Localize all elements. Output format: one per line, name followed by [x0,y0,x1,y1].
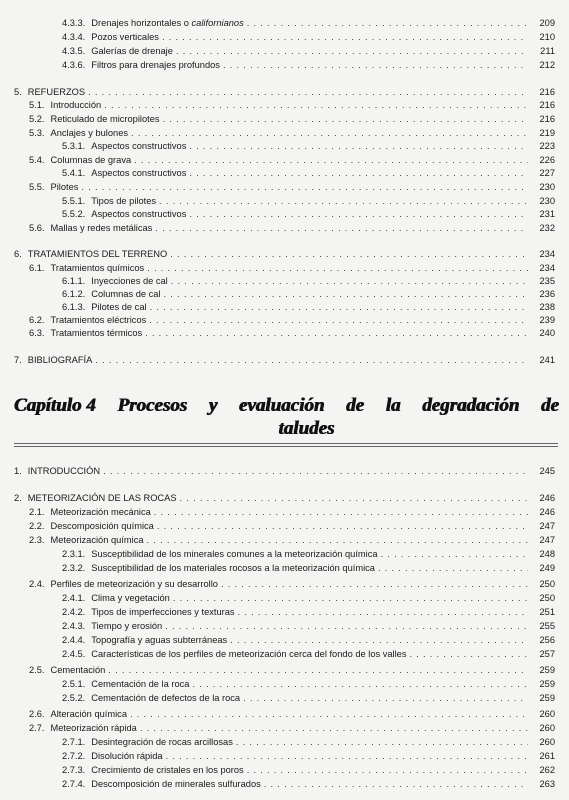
chapter-rule-2 [14,446,558,447]
toc-leader-dots [159,195,528,207]
toc-entry-page: 246 [539,507,555,517]
toc-entry-title: Disolución rápida [91,751,163,761]
toc-entry-number: 2.4.1. [62,593,86,603]
toc-entry-page: 246 [539,493,555,503]
toc-entry-title: REFUERZOS [27,87,86,97]
toc-entry-title: Tratamientos térmicos [50,328,143,338]
toc-entry-title: Reticulado de micropilotes [50,114,160,124]
toc-leader-dots [104,99,528,111]
toc-entry [62,648,555,660]
toc-leader-dots [247,17,528,29]
toc-entry [62,778,555,790]
toc-entry-title: METEORIZACIÓN DE LAS ROCAS [27,493,177,503]
toc-entry-title: INTRODUCCIÓN [27,466,101,476]
toc-entry-page: 256 [539,635,555,645]
toc-entry-number: 5.1. [29,100,45,110]
toc-entry-page: 238 [539,302,555,312]
toc-entry [29,327,555,339]
toc-leader-dots [164,288,528,300]
toc-leader-dots [378,562,528,574]
toc-entry-title: Susceptibilidad de los materiales rocosos a la meteorización química [91,563,375,573]
chapter-title-word: de [346,395,365,416]
toc-entry-page: 239 [539,315,555,325]
toc-entry-title: Pilotes de cal [91,302,147,312]
toc-entry-title: Drenajes horizontales o californianos [91,18,244,28]
toc-entry-number: 7. [14,355,22,365]
toc-leader-dots [171,275,528,287]
toc-entry-number: 2.4. [29,579,45,589]
toc-entry-page: 260 [539,737,555,747]
toc-entry-title: Descomposición de minerales sulfurados [91,779,261,789]
toc-entry [62,562,555,574]
toc-entry-title: Topografía y aguas subterráneas [91,635,228,645]
toc-entry [29,314,555,326]
toc-leader-dots [409,648,528,660]
toc-entry [62,208,555,220]
toc-entry-title: Columnas de grava [50,155,132,165]
toc-entry-title: Pilotes [50,182,79,192]
toc-entry-title: Descomposición química [50,521,154,531]
toc-entry-page: 250 [539,593,555,603]
toc-leader-dots [264,778,528,790]
toc-leader-dots [223,59,528,71]
toc-entry-title: Tiempo y erosión [91,621,163,631]
toc-entry-number: 5.6. [29,223,45,233]
toc-entry-number: 4.3.5. [62,46,86,56]
toc-leader-dots [150,301,528,313]
toc-entry-number: 5.5.1. [62,196,86,206]
toc-entry-number: 2.7. [29,723,45,733]
toc-leader-dots [192,678,528,690]
toc-leader-dots [166,750,528,762]
toc-entry-title: Meteorización mecánica [50,507,151,517]
toc-entry-page: 248 [539,549,555,559]
toc-entry-page: 255 [539,621,555,631]
toc-entry-page: 227 [539,168,555,178]
toc-entry-page: 211 [540,46,555,56]
toc-entry-title: Perfiles de meteorización y su desarrollo [50,579,218,589]
toc-entry-title: Filtros para drenajes profundos [91,60,220,70]
toc-leader-dots [189,167,528,179]
toc-entry-number: 5. [14,87,22,97]
toc-entry-page: 261 [539,751,555,761]
toc-entry-page: 259 [539,679,555,689]
toc-leader-dots [154,506,528,518]
toc-entry [29,113,555,125]
toc-entry-number: 5.2. [29,114,45,124]
toc-entry-title: Crecimiento de cristales en los poros [91,765,244,775]
toc-entry-title-italic: californianos [191,18,244,28]
toc-entry-page: 216 [539,100,555,110]
toc-leader-dots [103,465,528,477]
toc-entry-number: 2.6. [29,709,45,719]
toc-entry-page: 247 [539,521,555,531]
toc-entry-title: Inyecciones de cal [91,276,168,286]
toc-entry-title: Meteorización rápida [50,723,137,733]
toc-entry [62,140,555,152]
toc-entry [62,620,555,632]
toc-entry-title: Meteorización química [50,535,144,545]
toc-entry-title: Anclajes y bulones [50,128,129,138]
toc-entry [62,167,555,179]
toc-entry-number: 2.4.5. [62,649,86,659]
toc-entry-title: Desintegración de rocas arcillosas [91,737,233,747]
chapter-heading [14,394,559,440]
toc-entry-page: 230 [539,196,555,206]
chapter-rule-1 [14,443,558,444]
toc-leader-dots [81,181,528,193]
toc-leader-dots [95,354,528,366]
toc-entry-number: 2.4.2. [62,607,86,617]
toc-entry-title: Pozos verticales [91,32,159,42]
toc-entry [29,664,555,676]
toc-entry-number: 2.7.1. [62,737,86,747]
toc-entry-page: 259 [539,693,555,703]
toc-leader-dots [162,31,528,43]
toc-entry-page: 262 [539,765,555,775]
toc-entry [29,222,555,234]
toc-entry-page: 210 [539,32,555,42]
toc-entry-number: 2.3.2. [62,563,86,573]
toc-entry [29,506,555,518]
chapter-title-word: Procesos [117,395,188,416]
toc-entry [62,764,555,776]
toc-entry-title: Cementación [50,665,106,675]
toc-entry-page: 236 [539,289,555,299]
toc-leader-dots [145,327,528,339]
toc-leader-dots [176,45,528,57]
toc-entry-page: 240 [539,328,555,338]
toc-entry-page: 257 [539,649,555,659]
toc-entry [29,154,555,166]
toc-leader-dots [221,578,528,590]
toc-leader-dots [180,492,528,504]
toc-entry [62,31,555,43]
toc-entry-page: 259 [539,665,555,675]
toc-entry-number: 2.5. [29,665,45,675]
toc-entry [29,578,555,590]
toc-leader-dots [147,262,528,274]
toc-entry-number: 2.7.4. [62,779,86,789]
toc-leader-dots [381,548,528,560]
toc-entry-page: 251 [539,607,555,617]
toc-entry [29,722,555,734]
toc-entry-title: Clima y vegetación [91,593,170,603]
toc-entry [29,520,555,532]
toc-entry-number: 2.7.2. [62,751,86,761]
toc-entry-page: 232 [539,223,555,233]
toc-entry-number: 4.3.3. [62,18,86,28]
toc-entry-number: 5.3. [29,128,45,138]
toc-entry-number: 6.1.1. [62,276,86,286]
toc-entry-number: 2.3.1. [62,549,86,559]
toc-leader-dots [147,534,528,546]
toc-entry-number: 2.4.3. [62,621,86,631]
toc-entry-number: 4.3.4. [62,32,86,42]
toc-entry-number: 2.7.3. [62,765,86,775]
toc-entry-page: 226 [539,155,555,165]
chapter-title-word: la [385,395,401,416]
toc-leader-dots [170,248,528,260]
toc-leader-dots [236,736,528,748]
chapter-heading-line1 [14,394,559,417]
toc-entry [29,181,555,193]
toc-entry-page: 235 [539,276,555,286]
toc-entry-number: 2.1. [29,507,45,517]
toc-entry [14,248,555,260]
toc-entry-page: 209 [539,18,555,28]
chapter-title-word: evaluación [238,395,325,416]
toc-leader-dots [247,764,528,776]
toc-leader-dots [155,222,528,234]
toc-entry-number: 4.3.6. [62,60,86,70]
toc-entry-title: Introducción [50,100,102,110]
toc-entry [62,736,555,748]
toc-entry-number: 2.2. [29,521,45,531]
toc-entry [29,708,555,720]
toc-entry-page: 234 [539,263,555,273]
toc-entry-page: 231 [539,209,555,219]
toc-entry-page: 241 [539,355,555,365]
toc-leader-dots [134,154,528,166]
toc-leader-dots [189,208,528,220]
toc-entry [62,59,555,71]
toc-entry-page: 223 [539,141,555,151]
toc-entry-title: Tratamientos eléctricos [50,315,147,325]
toc-entry-title: Tratamientos químicos [50,263,145,273]
chapter-title-word: degradación [422,395,520,416]
toc-entry-title: Galerías de drenaje [91,46,173,56]
toc-entry-page: 216 [539,114,555,124]
toc-entry-page: 260 [539,723,555,733]
toc-leader-dots [173,592,528,604]
toc-entry [62,288,555,300]
toc-entry-title: Aspectos constructivos [91,168,187,178]
toc-entry-page: 216 [539,87,555,97]
toc-leader-dots [238,606,528,618]
toc-entry-page: 234 [539,249,555,259]
toc-entry-number: 2.5.2. [62,693,86,703]
toc-leader-dots [88,86,528,98]
toc-leader-dots [163,113,528,125]
toc-entry-title: Cementación de la roca [91,679,190,689]
toc-entry-title: BIBLIOGRAFÍA [27,355,93,365]
toc-entry [62,592,555,604]
toc-entry-title: Cementación de defectos de la roca [91,693,241,703]
toc-leader-dots [140,722,528,734]
toc-entry [14,354,555,366]
toc-entry-title: Aspectos constructivos [91,209,187,219]
chapter-title-word: y [208,395,218,416]
toc-leader-dots [243,692,528,704]
toc-entry-number: 5.5. [29,182,45,192]
toc-leader-dots [149,314,528,326]
toc-entry [29,99,555,111]
toc-entry-number: 6.3. [29,328,45,338]
toc-entry [14,492,555,504]
toc-entry-number: 6.1.2. [62,289,86,299]
toc-entry-page: 247 [539,535,555,545]
toc-entry [62,750,555,762]
toc-entry-page: 230 [539,182,555,192]
toc-entry-number: 5.3.1. [62,141,86,151]
toc-entry [62,45,555,57]
toc-entry-title: Características de los perfiles de meteorización cerca del fondo de los valles [91,649,407,659]
toc-entry [62,678,555,690]
toc-entry-page: 212 [539,60,555,70]
toc-entry-title: TRATAMIENTOS DEL TERRENO [27,249,168,259]
toc-entry [62,301,555,313]
toc-entry-title: Tipos de pilotes [91,196,157,206]
toc-leader-dots [108,664,528,676]
toc-entry [62,692,555,704]
toc-entry-number: 6.1.3. [62,302,86,312]
toc-entry [62,634,555,646]
toc-leader-dots [131,127,528,139]
chapter-label: Capítulo 4 [14,395,96,416]
toc-entry-page: 219 [539,128,555,138]
toc-entry-number: 1. [14,466,22,476]
toc-entry [29,534,555,546]
chapter-title-word: de [541,395,559,416]
toc-entry [62,548,555,560]
toc-entry-number: 2.4.4. [62,635,86,645]
toc-entry [29,262,555,274]
toc-entry-number: 2.3. [29,535,45,545]
toc-entry-page: 249 [539,563,555,573]
toc-entry-number: 5.4. [29,155,45,165]
toc-entry-number: 5.4.1. [62,168,86,178]
toc-entry-page: 245 [539,466,555,476]
toc-leader-dots [230,634,528,646]
toc-entry-title: Columnas de cal [91,289,161,299]
toc-entry-page: 260 [539,709,555,719]
toc-entry-title: Mallas y redes metálicas [50,223,153,233]
toc-leader-dots [157,520,528,532]
toc-entry-title: Susceptibilidad de los minerales comunes a la meteorización química [91,549,378,559]
toc-entry-number: 6.2. [29,315,45,325]
toc-leader-dots [130,708,528,720]
toc-entry [14,465,555,477]
toc-leader-dots [189,140,528,152]
toc-entry-number: 2.5.1. [62,679,86,689]
toc-entry [62,195,555,207]
toc-entry-number: 2. [14,493,22,503]
toc-leader-dots [165,620,528,632]
toc-entry [29,127,555,139]
toc-entry [62,606,555,618]
chapter-heading-line2: taludes [278,418,335,439]
toc-entry-number: 5.5.2. [62,209,86,219]
toc-entry-page: 250 [539,579,555,589]
toc-entry-title: Aspectos constructivos [91,141,187,151]
toc-entry-number: 6.1. [29,263,45,273]
toc-entry [62,275,555,287]
toc-entry [62,17,555,29]
toc-entry-page: 263 [539,779,555,789]
toc-entry-number: 6. [14,249,22,259]
toc-entry-title: Tipos de imperfecciones y texturas [91,607,235,617]
toc-entry [14,86,555,98]
toc-entry-title: Alteración química [50,709,127,719]
